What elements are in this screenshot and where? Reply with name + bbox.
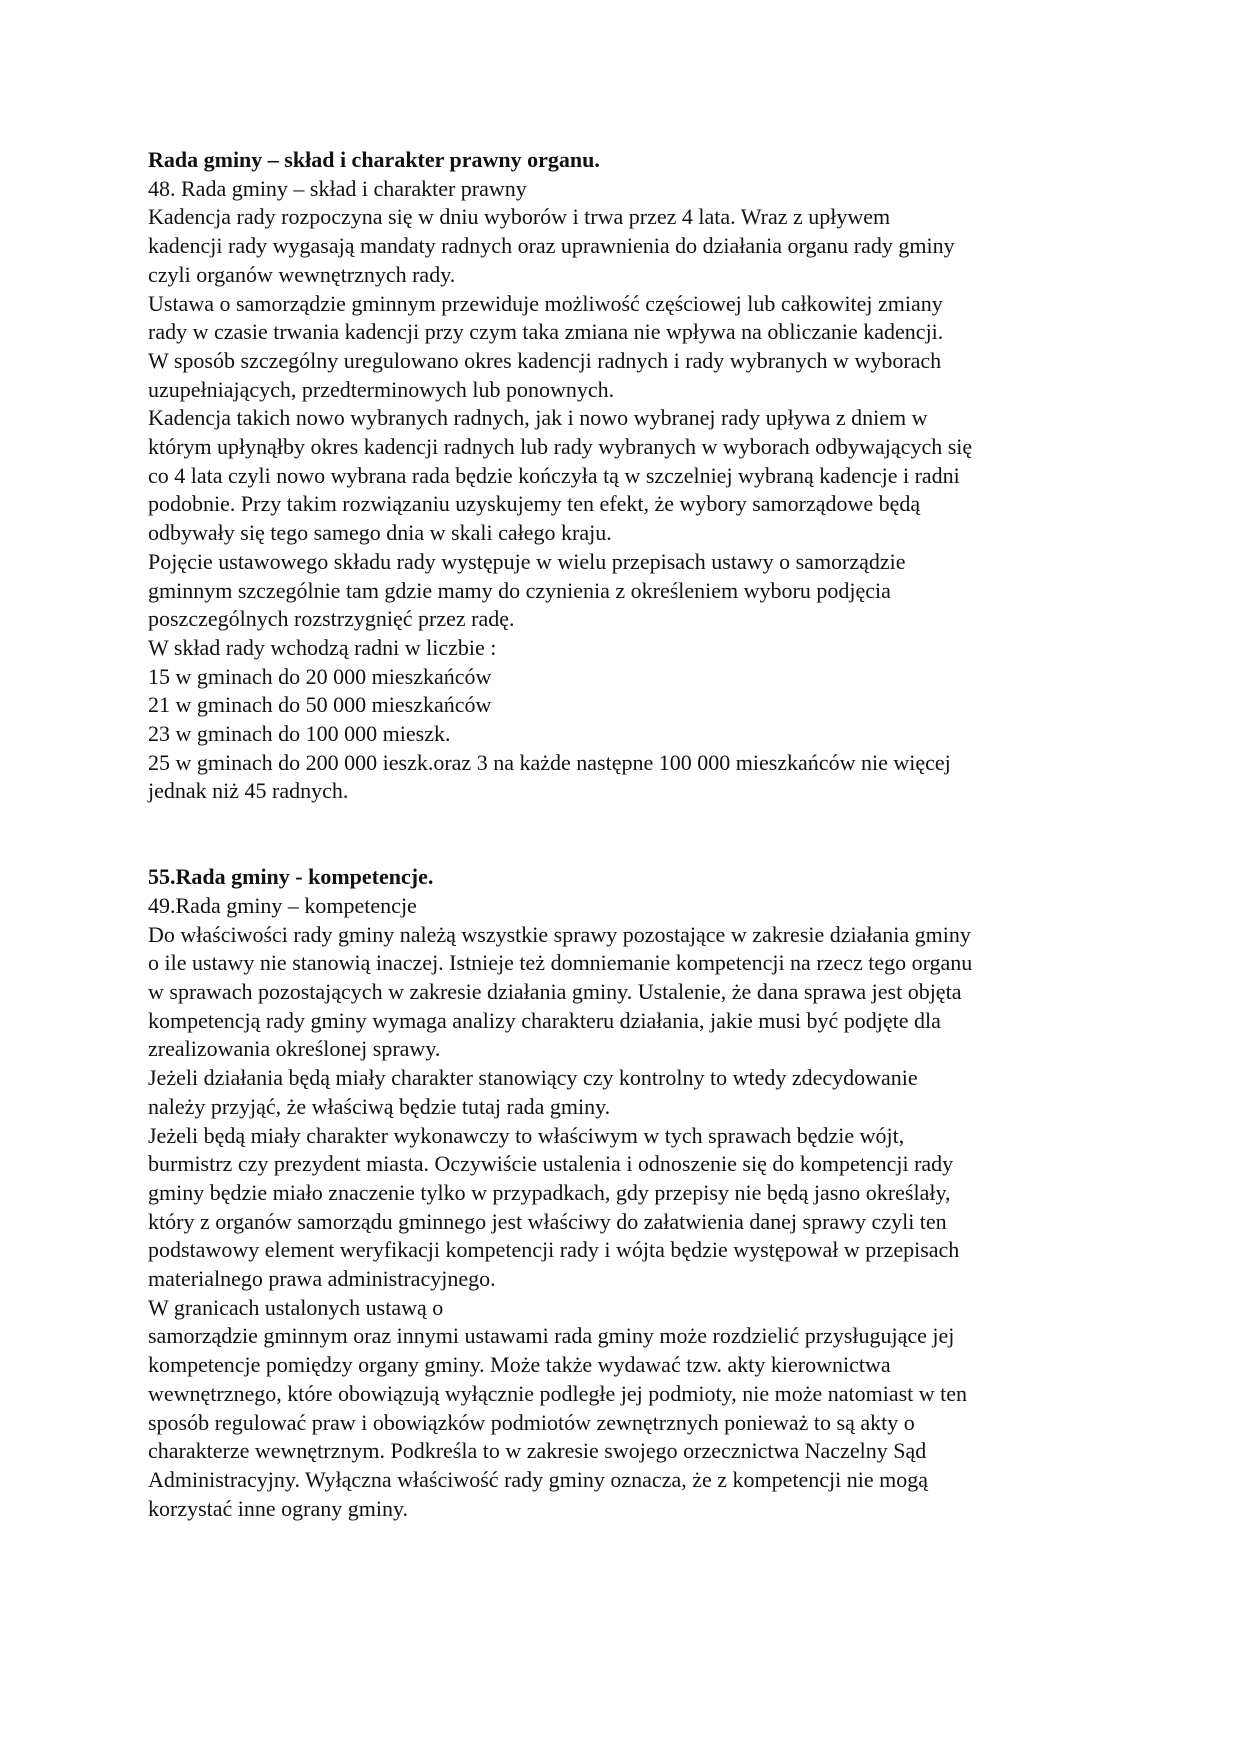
- text-line: Do właściwości rady gminy należą wszystkie sprawy pozostające w zakresie działania gminy: [148, 921, 971, 947]
- text-line: 21 w gminach do 50 000 mieszkańców: [148, 692, 492, 718]
- section-body: [148, 921, 1098, 1524]
- section-council-composition: [148, 146, 1098, 806]
- text-line: gminy będzie miało znaczenie tylko w przypadkach, gdy przepisy nie będą jasno określały,: [148, 1179, 951, 1205]
- text-line: odbywały się tego samego dnia w skali całego kraju.: [148, 520, 612, 546]
- text-line: podstawowy element weryfikacji kompetencji rady i wójta będzie występował w przepisach: [148, 1237, 960, 1263]
- text-line: korzystać inne ograny gminy.: [148, 1495, 409, 1521]
- text-line: którym upłynąłby okres kadencji radnych lub rady wybranych w wyborach odbywających się: [148, 434, 973, 460]
- text-line: charakterze wewnętrznym. Podkreśla to w zakresie swojego orzecznictwa Naczelny Sąd: [148, 1438, 927, 1464]
- text-line: Administracyjny. Wyłączna właściwość rady gminy oznacza, że z kompetencji nie mogą: [148, 1466, 929, 1492]
- text-line: który z organów samorządu gminnego jest właściwy do załatwienia danej sprawy czyli ten: [148, 1208, 947, 1234]
- text-line: jednak niż 45 radnych.: [148, 778, 349, 804]
- text-line: co 4 lata czyli nowo wybrana rada będzie kończyła tą w szczelniej wybraną kadencje i radni: [148, 462, 960, 488]
- text-line: kompetencją rady gminy wymaga analizy charakteru działania, jakie musi być podjęte dla: [148, 1007, 941, 1033]
- section-heading: 55.Rada gminy - kompetencje.: [148, 864, 434, 890]
- text-line: rady w czasie trwania kadencji przy czym taka zmiana nie wpływa na obliczanie kadencji.: [148, 319, 944, 345]
- text-line: W granicach ustalonych ustawą o: [148, 1294, 444, 1320]
- text-line: zrealizowania określonej sprawy.: [148, 1036, 441, 1062]
- text-line: czyli organów wewnętrznych rady.: [148, 261, 456, 287]
- text-line: kompetencje pomiędzy organy gminy. Może także wydawać tzw. akty kierownictwa: [148, 1352, 891, 1378]
- text-line: Kadencja takich nowo wybranych radnych, jak i nowo wybranej rady upływa z dniem w: [148, 405, 928, 431]
- text-line: w sprawach pozostających w zakresie działania gminy. Ustalenie, że dana sprawa jest objęta: [148, 978, 962, 1004]
- text-line: burmistrz czy prezydent miasta. Oczywiście ustalenia i odnoszenie się do kompetencji rady: [148, 1151, 954, 1177]
- text-line: W sposób szczególny uregulowano okres kadencji radnych i rady wybranych w wyborach: [148, 347, 942, 373]
- section-heading: Rada gminy – skład i charakter prawny organu.: [148, 147, 600, 172]
- text-line: Ustawa o samorządzie gminnym przewiduje możliwość częściowej lub całkowitej zmiany: [148, 290, 943, 316]
- text-line: samorządzie gminnym oraz innymi ustawami rada gminy może rozdzielić przysługujące jej: [148, 1323, 955, 1349]
- text-line: wewnętrznego, które obowiązują wyłącznie podległe jej podmioty, nie może natomiast w ten: [148, 1380, 968, 1406]
- section-subheading: 48. Rada gminy – skład i charakter prawny: [148, 175, 527, 201]
- section-subheading: 49.Rada gminy – kompetencje: [148, 892, 417, 918]
- text-line: uzupełniających, przedterminowych lub ponownych.: [148, 376, 615, 402]
- text-line: sposób regulować praw i obowiązków podmiotów zewnętrznych ponieważ to są akty o: [148, 1409, 915, 1435]
- text-line: o ile ustawy nie stanowią inaczej. Istnieje też domniemanie kompetencji na rzecz tego organu: [148, 950, 973, 976]
- section-council-competences: [148, 863, 1098, 1523]
- text-line: Jeżeli będą miały charakter wykonawczy to właściwym w tych sprawach będzie wójt,: [148, 1122, 905, 1148]
- text-line: 23 w gminach do 100 000 mieszk.: [148, 721, 451, 747]
- text-line: 25 w gminach do 200 000 ieszk.oraz 3 na każde następne 100 000 mieszkańców nie więcej: [148, 749, 951, 775]
- text-line: Pojęcie ustawowego składu rady występuje w wielu przepisach ustawy o samorządzie: [148, 548, 906, 574]
- text-line: W skład rady wchodzą radni w liczbie :: [148, 634, 497, 660]
- text-line: należy przyjąć, że właściwą będzie tutaj rada gminy.: [148, 1093, 611, 1119]
- document-page: [148, 146, 1098, 1523]
- text-line: 15 w gminach do 20 000 mieszkańców: [148, 663, 492, 689]
- text-line: podobnie. Przy takim rozwiązaniu uzyskujemy ten efekt, że wybory samorządowe będą: [148, 491, 921, 517]
- section-body: [148, 203, 1098, 806]
- text-line: Jeżeli działania będą miały charakter stanowiący czy kontrolny to wtedy zdecydowanie: [148, 1065, 918, 1091]
- text-line: materialnego prawa administracyjnego.: [148, 1266, 496, 1292]
- text-line: Kadencja rady rozpoczyna się w dniu wyborów i trwa przez 4 lata. Wraz z upływem: [148, 204, 891, 230]
- text-line: gminnym szczególnie tam gdzie mamy do czynienia z określeniem wyboru podjęcia: [148, 577, 891, 603]
- text-line: poszczególnych rozstrzygnięć przez radę.: [148, 606, 515, 632]
- text-line: kadencji rady wygasają mandaty radnych oraz uprawnienia do działania organu rady gminy: [148, 233, 955, 259]
- section-spacer: [148, 806, 1098, 863]
